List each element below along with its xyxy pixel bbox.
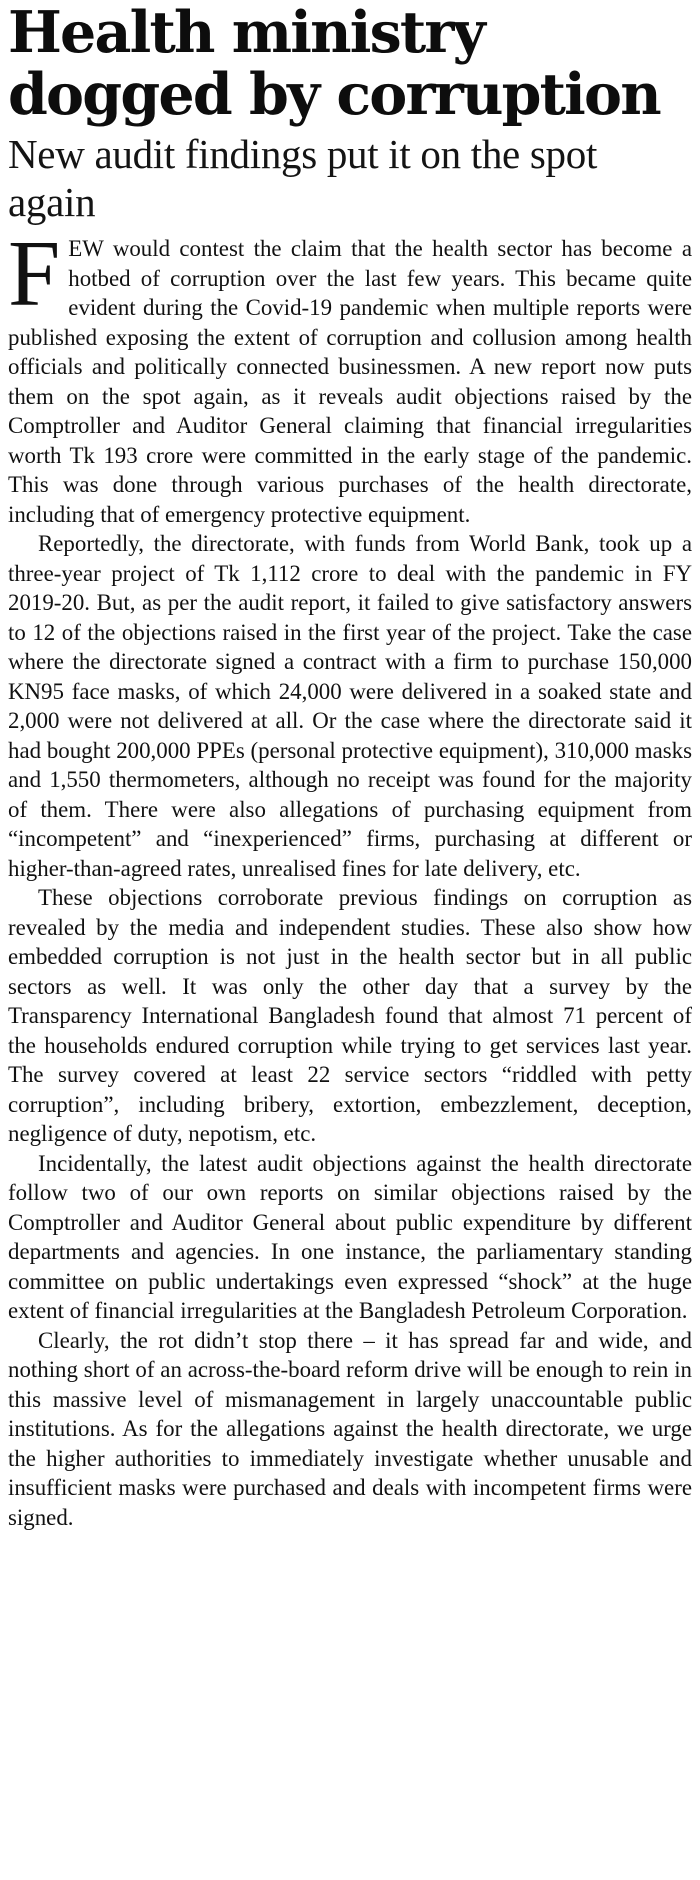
paragraph-5: Clearly, the rot didn’t stop there – it has spread far and wide, and nothing short of an across-the-board reform drive will be enough to rein in this massive level of mismanagement in largely unaccountable public institutions. As for the allegations against the health directorate, we urge the higher authorities to immediately investigate whether unusable and insufficient masks were purchased and deals with incompetent firms were signed. bbox=[8, 1327, 692, 1530]
paragraph-1-text: EW would contest the claim that the health sector has become a hotbed of corruption over the last few years. This became quite evident during the Covid-19 pandemic when multiple reports were published exposing the extent of corruption and collusion among health officials and politically connected businessmen. A new report now puts them on the spot again, as it reveals audit objections raised by the Comptroller and Auditor General claiming that financial irregularities worth Tk 193 crore were committed in the early stage of the pandemic. This was done through various purchases of the health directorate, including that of emergency protective equipment. bbox=[8, 236, 692, 527]
drop-cap: F bbox=[8, 222, 61, 326]
paragraph-1 bbox=[8, 222, 692, 529]
subheadline: New audit findings put it on the spot again bbox=[8, 131, 598, 225]
paragraph-3: These objections corroborate previous findings on corruption as revealed by the media and independent studies. These also show how embedded corruption is not just in the health sector but in all public sectors as well. It was only the other day that a survey by the Transparency International Bangladesh found that almost 71 percent of the households endured corruption while trying to get services last year. The survey covered at least 22 service sectors “riddled with petty corruption”, including bribery, extortion, embezzlement, deception, negligence of duty, nepotism, etc. bbox=[8, 885, 692, 1146]
headline: Health ministry dogged by corruption bbox=[8, 0, 660, 128]
paragraph-2: Reportedly, the directorate, with funds from World Bank, took up a three-year project of Tk 1,112 crore to deal with the pandemic in FY 2019-20. But, as per the audit report, it failed to give satisfactory answers to 12 of the objections raised in the first year of the project. Take the case where the directorate signed a contract with a firm to purchase 150,000 KN95 face masks, of which 24,000 were delivered in a soaked state and 2,000 were not delivered at all. Or the case where the directorate said it had bought 200,000 PPEs (personal protective equipment), 310,000 masks and 1,550 thermometers, although no receipt was found for the majority of them. There were also allegations of purchasing equipment from “incompetent” and “inexperienced” firms, purchasing at different or higher-than-agreed rates, unrealised fines for late delivery, etc. bbox=[8, 531, 692, 881]
article-body bbox=[8, 222, 692, 1532]
paragraph-4: Incidentally, the latest audit objections against the health directorate follow two of our own reports on similar objections raised by the Comptroller and Auditor General about public expenditure by different departments and agencies. In one instance, the parliamentary standing committee on public undertakings even expressed “shock” at the huge extent of financial irregularities at the Bangladesh Petroleum Corporation. bbox=[8, 1150, 692, 1323]
